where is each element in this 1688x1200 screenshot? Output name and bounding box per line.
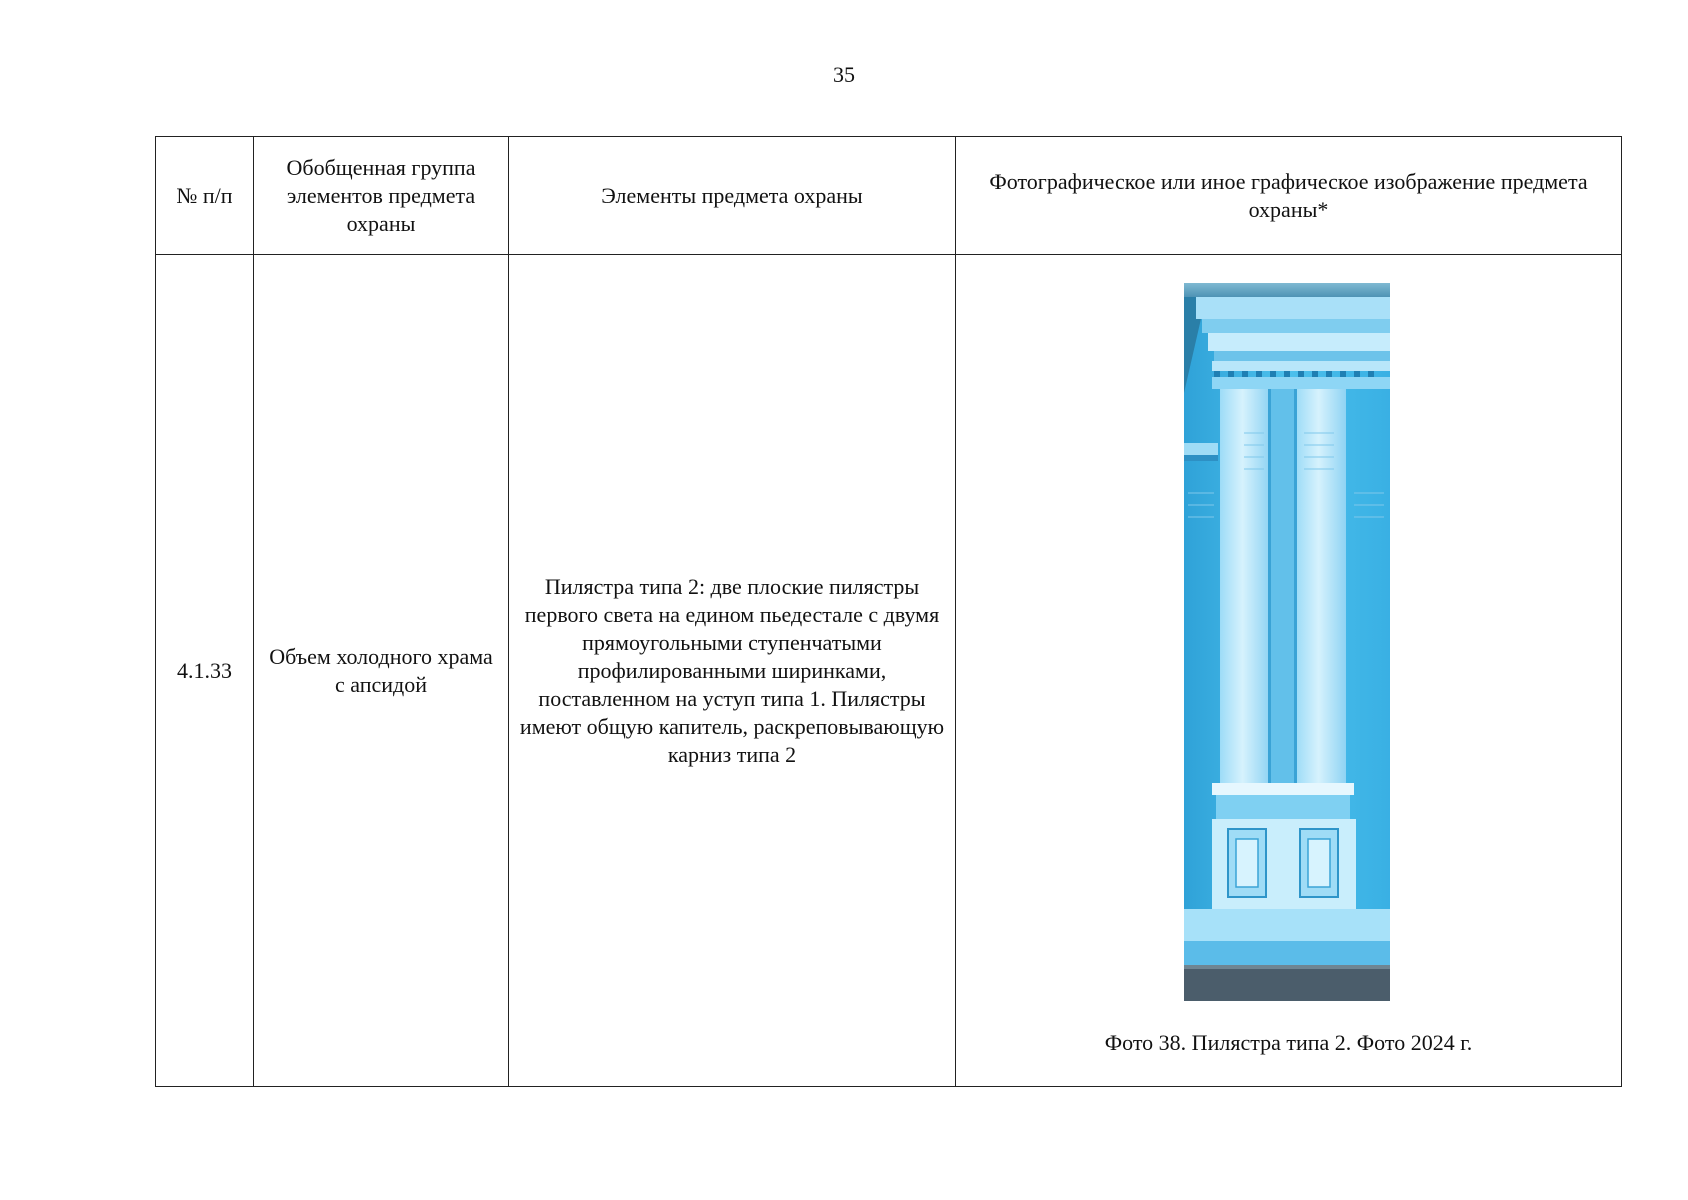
pilaster-photo-image — [1184, 283, 1390, 1001]
row-photo-cell — [956, 255, 1622, 1087]
table-header-row — [156, 137, 1622, 255]
protection-elements-table — [155, 136, 1622, 1087]
page-number: 35 — [833, 62, 855, 87]
table-body — [156, 255, 1622, 1087]
row-elements-description: Пилястра типа 2: две плоские пилястры первого света на едином пьедестале с двумя прямоугольными ступенчатыми профилированными ширинками, поставленном на уступ типа 1. Пилястры имеют общую капитель, раскреповывающую карниз типа 2 — [509, 255, 956, 1087]
photo-caption: Фото 38. Пилястра типа 2. Фото 2024 г. — [1104, 1030, 1473, 1055]
row-number: 4.1.33 — [156, 255, 254, 1087]
header-group: Обобщенная группа элементов предмета охраны — [254, 137, 509, 255]
header-number: № п/п — [156, 137, 254, 255]
row-group: Объем холодного храма с апсидой — [254, 255, 509, 1087]
table-header — [156, 137, 1622, 255]
table-row — [156, 255, 1622, 1087]
pilaster-photo — [1184, 283, 1390, 1001]
header-photo: Фотографическое или иное графическое изображение предмета охраны* — [956, 137, 1622, 255]
header-elements: Элементы предмета охраны — [509, 137, 956, 255]
